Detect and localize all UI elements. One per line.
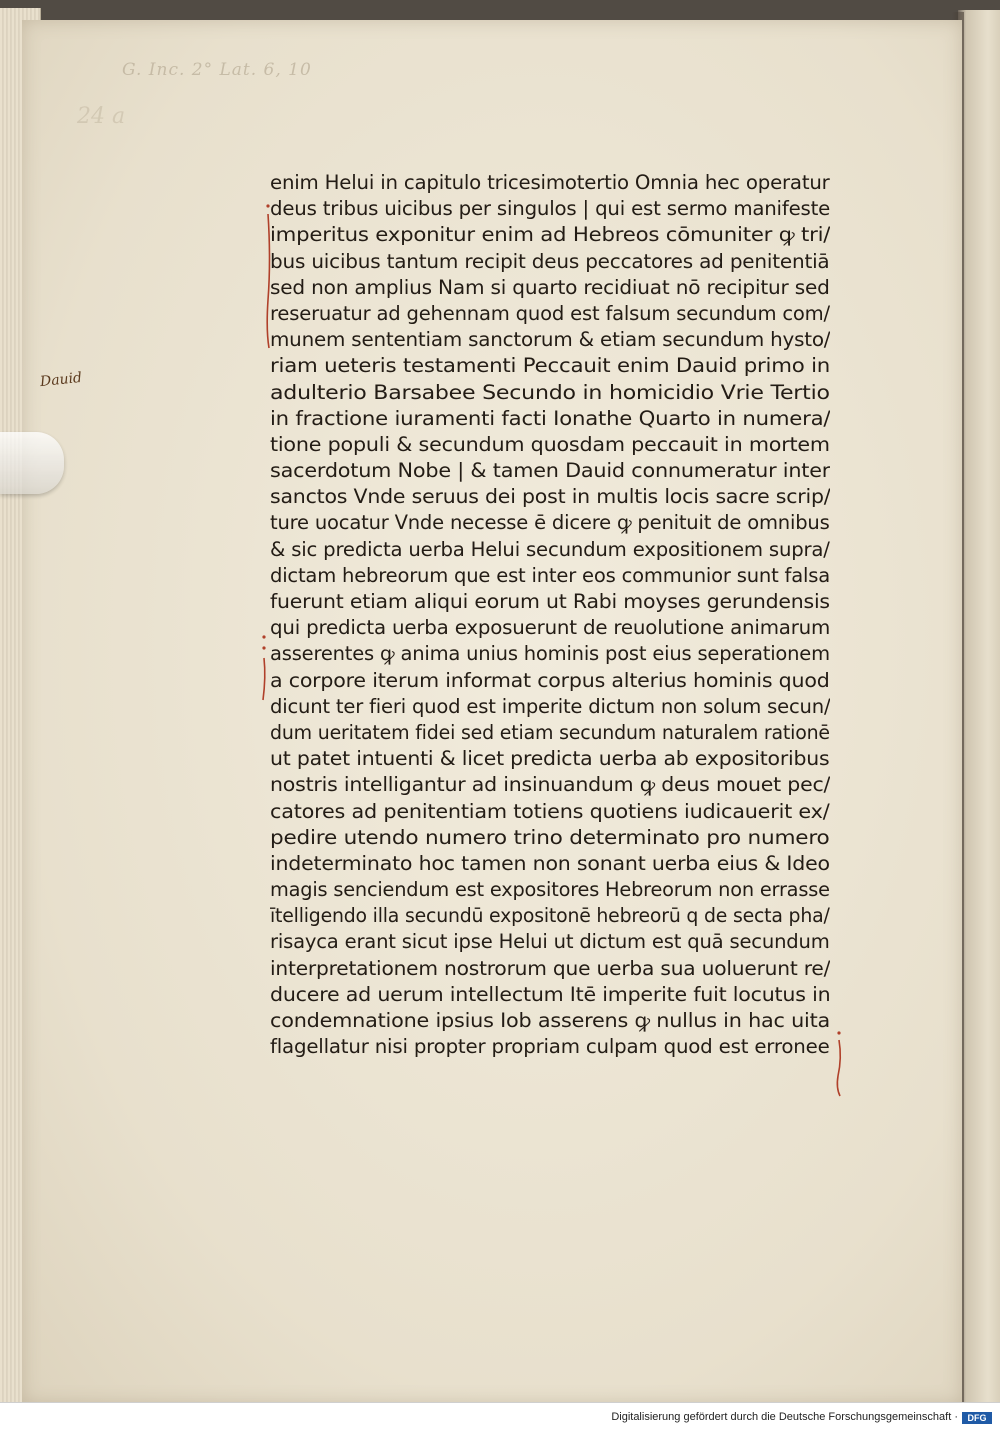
text-block <box>270 170 830 1060</box>
text-line: sanctos Vnde seruus dei post in multis locis sacre scrip/ <box>270 485 830 509</box>
text-line: adulterio Barsabee Secundo in homicidio Vrie Tertio <box>270 380 830 404</box>
text-line: pedire utendo numero trino determinato pro numero <box>270 825 830 849</box>
text-line: reseruatur ad gehennam quod est falsum secundum com/ <box>270 301 830 325</box>
text-line: riam ueteris testamenti Peccauit enim Dauid primo in <box>270 354 830 378</box>
text-line: fuerunt etiam aliqui eorum ut Rabi moyses gerundensis <box>270 590 830 613</box>
text-line: ture uocatur Vnde necesse ē dicere ꝙ penituit de omnibus <box>270 511 830 535</box>
text-line: dictam hebreorum que est inter eos communior sunt falsa <box>270 563 830 587</box>
footer-credit: Digitalisierung gefördert durch die Deutsche Forschungsgemeinschaft · <box>611 1411 958 1423</box>
text-line: munem sententiam sanctorum & etiam secundum hysto/ <box>270 328 830 352</box>
shelfmark-annotation: G. Inc. 2° Lat. 6, 10 <box>122 60 312 80</box>
text-line: ītelligendo illa secundū expositonē hebreorū q de secta pha/ <box>270 904 830 928</box>
text-line: interpretationem nostrorum que uerba sua uoluerunt re/ <box>270 956 830 980</box>
text-line: bus uicibus tantum recipit deus peccatores ad penitentiā <box>270 249 830 273</box>
text-line: enim Helui in capitulo tricesimotertio Omnia hec operatur <box>270 171 830 194</box>
text-line: sacerdotum Nobe | & tamen Dauid connumeratur inter <box>270 459 830 483</box>
dfg-logo: DFG <box>962 1412 992 1424</box>
text-line: catores ad penitentiam totiens quotiens iudicauerit ex/ <box>270 799 830 823</box>
margin-note: Dauid <box>39 369 83 391</box>
text-line: dum ueritatem fidei sed etiam secundum naturalem rationē <box>270 720 830 744</box>
text-line: indeterminato hoc tamen non sonant uerba eius & Ideo <box>270 851 830 875</box>
text-line: tione populi & secundum quosdam peccauit in mortem <box>270 432 830 456</box>
text-line: sed non amplius Nam si quarto recidiuat nō recipitur sed <box>270 275 830 299</box>
text-line: magis senciendum est expositores Hebreorum non errasse <box>270 878 830 902</box>
text-line: in fractione iuramenti facti Ionathe Quarto in numera/ <box>270 406 830 430</box>
text-line: dicunt ter fieri quod est imperite dictum non solum secun/ <box>270 694 830 718</box>
rubric-mark-3 <box>832 1028 842 1098</box>
facing-page-edge <box>958 10 1000 1404</box>
text-line: ducere ad uerum intellectum Itē imperite fuit locutus in <box>270 982 830 1006</box>
text-line: ut patet intuenti & licet predicta uerba ab expositoribus <box>270 747 830 771</box>
text-line: asserentes ꝙ anima unius hominis post eius seperationem <box>270 642 830 666</box>
text-line: qui predicta uerba exposuerunt de reuolutione animarum <box>270 616 830 640</box>
text-line: & sic predicta uerba Helui secundum expositionem supra/ <box>270 537 830 561</box>
text-line: deus tribus uicibus per singulos | qui est sermo manifeste <box>270 197 830 221</box>
text-line: flagellatur nisi propter propriam culpam quod est erronee <box>270 1035 830 1059</box>
text-line: imperitus exponitur enim ad Hebreos cōmuniter ꝙ tri/ <box>270 223 830 247</box>
footer-bar <box>0 1402 1000 1433</box>
page-clip <box>0 432 64 494</box>
text-line: risayca erant sicut ipse Helui ut dictum est quā secundum <box>270 930 830 954</box>
text-line: condemnatione ipsius Iob asserens ꝙ nullus in hac uita <box>270 1009 830 1032</box>
text-line: a corpore iterum informat corpus alterius hominis quod <box>270 668 830 692</box>
folio-number: 24 a <box>77 104 126 129</box>
rubric-mark-2 <box>258 632 268 702</box>
text-line: nostris intelligantur ad insinuandum ꝙ deus mouet pec/ <box>270 773 830 797</box>
